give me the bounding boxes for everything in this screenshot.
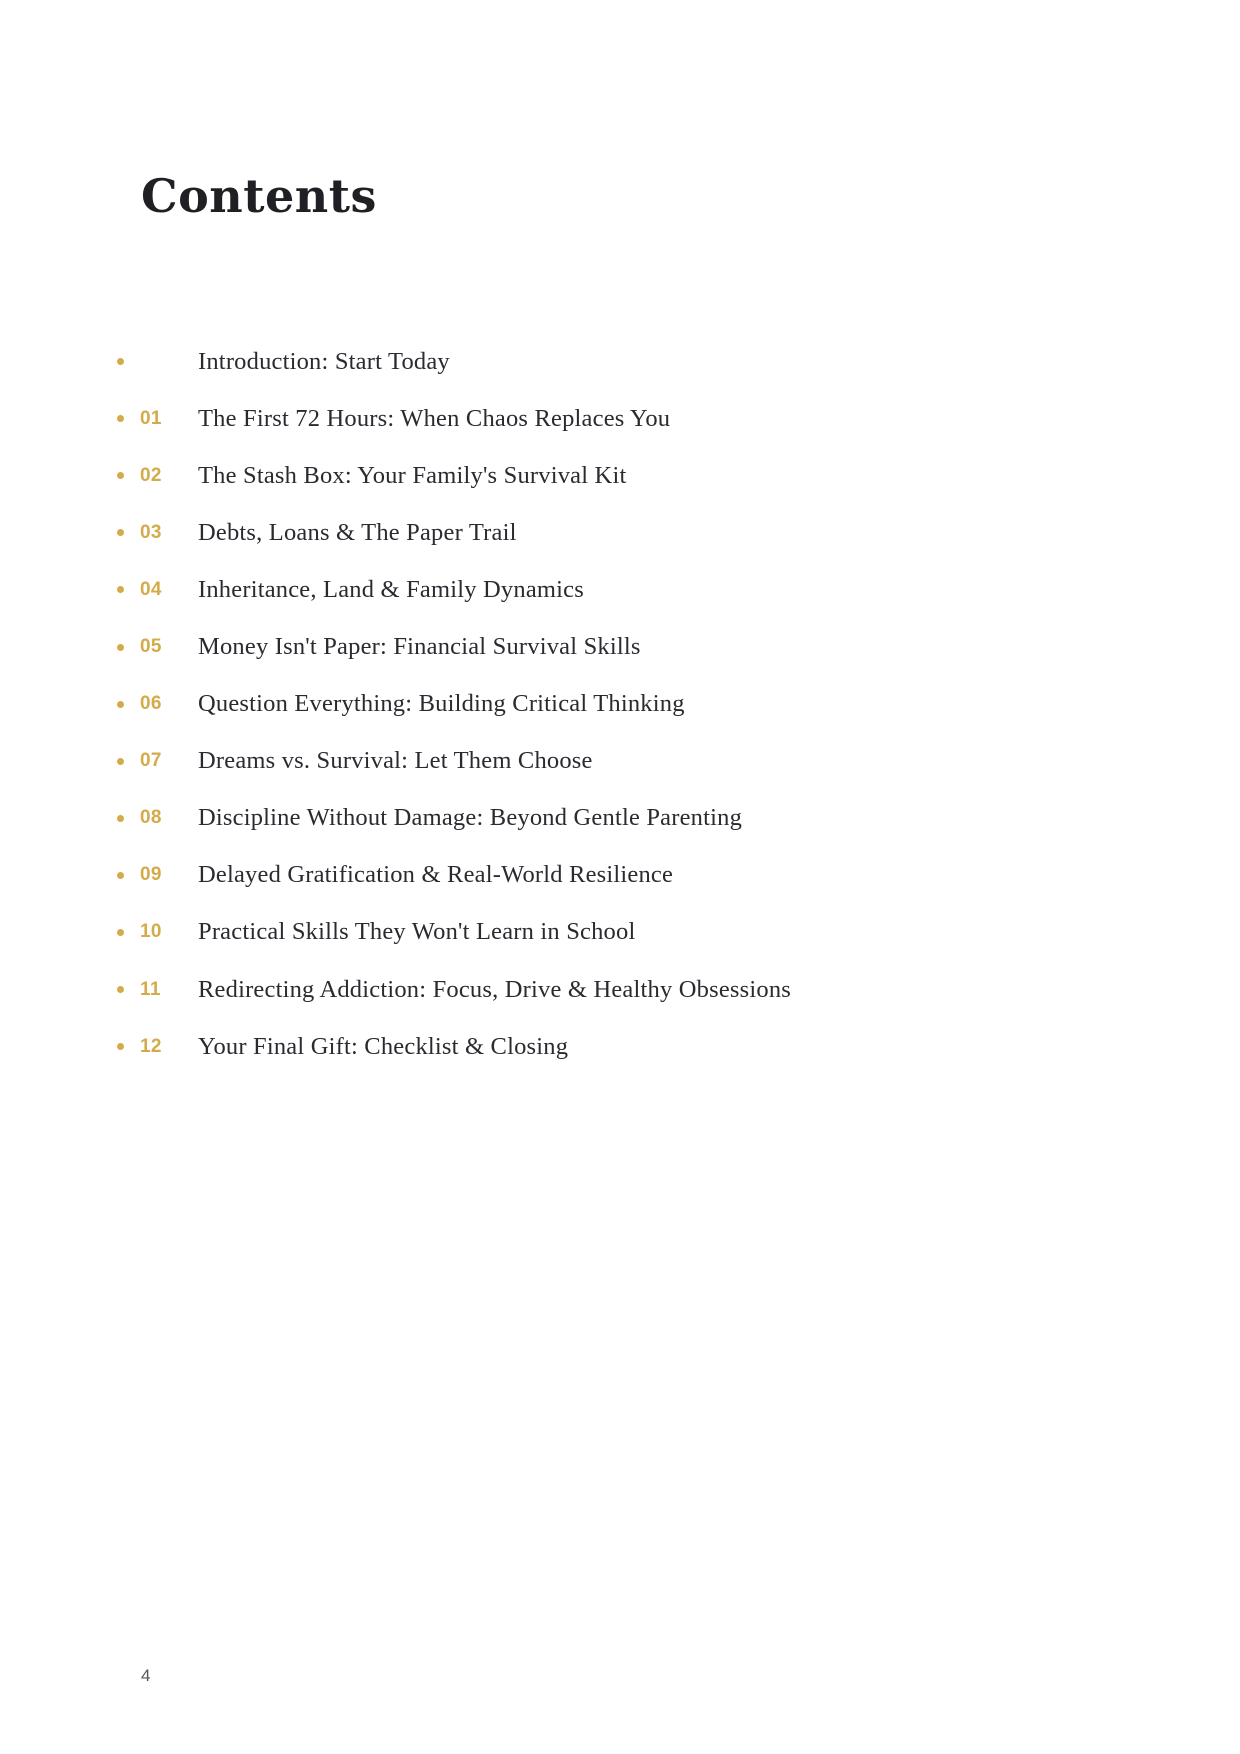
chapter-number: 11 xyxy=(140,978,161,1000)
chapter-number: 08 xyxy=(140,807,162,829)
chapter-title: Dreams vs. Survival: Let Them Choose xyxy=(198,747,593,775)
toc-item-11[interactable] xyxy=(0,961,1240,1018)
toc-item-01[interactable] xyxy=(0,390,1240,447)
chapter-title: Practical Skills They Won't Learn in School xyxy=(198,918,636,946)
toc-item-07[interactable] xyxy=(0,733,1240,790)
bullet-icon xyxy=(117,472,124,479)
bullet-icon xyxy=(117,415,124,422)
bullet-icon xyxy=(117,529,124,536)
toc-item-02[interactable] xyxy=(0,447,1240,504)
bullet-icon xyxy=(117,358,124,365)
chapter-title: The Stash Box: Your Family's Survival Kit xyxy=(198,461,627,489)
bullet-icon xyxy=(117,644,124,651)
bullet-icon xyxy=(117,701,124,708)
chapter-number: 07 xyxy=(140,750,162,772)
toc-item-03[interactable] xyxy=(0,504,1240,561)
bullet-icon xyxy=(117,872,124,879)
page-number: 4 xyxy=(141,1666,151,1685)
bullet-icon xyxy=(117,986,124,993)
chapter-number: 10 xyxy=(140,921,162,943)
chapter-title: Discipline Without Damage: Beyond Gentle Parenting xyxy=(198,804,743,832)
chapter-title: Your Final Gift: Checklist & Closing xyxy=(198,1032,569,1060)
bullet-icon xyxy=(117,815,124,822)
bullet-icon xyxy=(117,586,124,593)
chapter-title: Inheritance, Land & Family Dynamics xyxy=(198,575,584,603)
chapter-number: 03 xyxy=(140,521,162,543)
toc-item-10[interactable] xyxy=(0,904,1240,961)
chapter-number: 06 xyxy=(140,693,162,715)
toc-item-05[interactable] xyxy=(0,618,1240,675)
chapter-title: Introduction: Start Today xyxy=(198,347,450,375)
bullet-icon xyxy=(117,1043,124,1050)
chapter-title: The First 72 Hours: When Chaos Replaces You xyxy=(198,404,671,432)
chapter-title: Redirecting Addiction: Focus, Drive & Healthy Obsessions xyxy=(198,975,792,1003)
chapter-number: 01 xyxy=(140,407,162,429)
chapter-title: Money Isn't Paper: Financial Survival Skills xyxy=(198,633,641,661)
bullet-icon xyxy=(117,929,124,936)
page-title: Contents xyxy=(141,169,377,223)
toc-item-08[interactable] xyxy=(0,790,1240,847)
chapter-title: Delayed Gratification & Real-World Resilience xyxy=(198,861,674,889)
toc-item-introduction[interactable] xyxy=(0,333,1240,390)
toc-item-09[interactable] xyxy=(0,847,1240,904)
chapter-number: 02 xyxy=(140,464,162,486)
chapter-number: 04 xyxy=(140,578,162,600)
chapter-title: Question Everything: Building Critical Thinking xyxy=(198,690,685,718)
chapter-number: 09 xyxy=(140,864,162,886)
chapter-number: 12 xyxy=(140,1035,162,1057)
chapter-number: 05 xyxy=(140,636,162,658)
chapter-title: Debts, Loans & The Paper Trail xyxy=(198,518,517,546)
bullet-icon xyxy=(117,758,124,765)
toc-item-12[interactable] xyxy=(0,1018,1240,1075)
table-of-contents xyxy=(0,333,1240,1075)
toc-item-04[interactable] xyxy=(0,561,1240,618)
toc-item-06[interactable] xyxy=(0,676,1240,733)
